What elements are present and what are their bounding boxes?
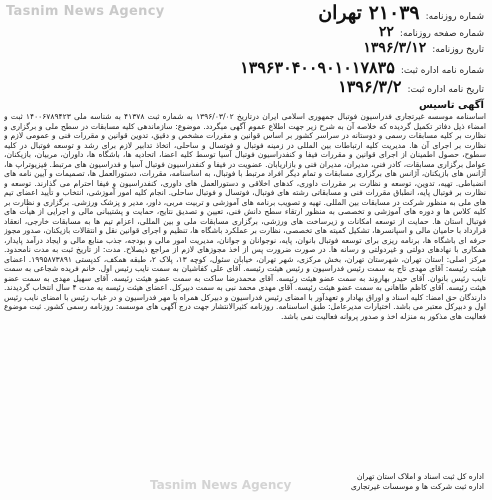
registry-letter-date-row (64, 77, 484, 96)
newspaper-date-row (234, 40, 484, 56)
newspaper-number: ۲۱۰۳۹ تهران (318, 2, 420, 24)
footer-line: اداره کل ثبت اسناد و املاک استان تهران (356, 472, 484, 481)
meta-label: شماره صفحه روزنامه: (399, 29, 484, 39)
watermark: Tasnim News Agency (6, 4, 165, 19)
footer-line: اداره ثبت شرکت ها و موسسات غیرتجاری (350, 482, 484, 491)
registry-letter-date: ۱۳۹۶/۳/۲ (338, 77, 402, 96)
registry-letter-number: ۱۳۹۶۳۰۴۰۰۹۰۱۰۱۷۸۳۵ (240, 58, 395, 77)
registry-letter-number-row (64, 58, 484, 77)
newspaper-date: ۱۳۹۶/۳/۱۲ (363, 40, 427, 56)
notice-body: اساسنامه موسسه غیرتجاری فدراسیون فوتبال جمهوری اسلامی ایران درتاریخ ۱۳۹۶/۰۳/۰۲ به شماره ثبت ۴۱۳۷۸ به شناسه ملی ۱۴۰۰۶۷۸۹۴۲۳ ثبت و امضاء ذیل دفاتر تکمیل گردیده که خلاصه آن به شرح زیر جهت اطلاع عموم آگهی میگردد. موضوع: سازماندهی کلیه مسابقات در سطح ملی و برگزاری و نظارت بر کلیه مسابقات رسمی و دوستانه در سراسر کشور بر اساس قوانین و مقررات مشخص و دقیق، تدوین قوانین و مقررات فنی و عمومی لازم و نظارت بر اجرای آن ها. مدیریت کلیه ارتباطات بین المللی در زمینه فوتبال و فوتسال و ساحلی، اتخاذ تدابیر لازم برای رشد و توسعه فوتبال در کلیه سطوح، حصول اطمینان از اجرای قوانین و مقررات فیفا و کنفدراسیون فوتبال آسیا توسط کلیه اعضا، اتحادیه ها، باشگاه ها، داوران، مربیان، بازیکنان، عوامل برگزاری مسابقات، کادر فنی، مدیران، مدیران فنی و بازاریابان. عضویت در فیفا و کنفدراسیون فوتبال آسیا و فدراسیون های مرتبط. فیزیوتراپ ها، آژانس های بازیکنان، آژانس های برگزاری مسابقات و تمام دیگر افراد مرتبط با فوتبال، به اساسنامه، مقررات، دستورالعمل ها، تصمیمات و آیین نامه های انضباطی. تهیه، تدوین، توسعه و نظارت بر مقررات داوری، کدهای اخلاقی و دستورالعمل های داوری، کنفدراسیون و فیفا احترام می گذارند. توسعه و نظارت بر فوتبال پایه، انطباق مقررات فنی و مسابقاتی رشته های فوتبال، فوتسال و فوتبال ساحلی. انجام کلیه امور آموزشی، انتخاب و تأیید اعضای تیم های ملی به منظور شرکت در مسابقات بین المللی. تهیه و تصویب برنامه های آموزشی و تربیت مربی، داور، مدیر و پزشک ورزشی. برگزاری و نظارت بر کلیه کلاس ها و دوره های آموزشی و تخصصی به منظور ارتقاء سطح دانش فنی، تعیین و تصدیق نتایج، حمایت و پشتیبانی مالی و اجرایی از هیأت های فوتبال استان ها. حمایت از توسعه امکانات و زیرساخت های ورزشی، برگزاری مسابقات ملی و بین المللی، اعزام تیم ها به مسابقات خارجی، انعقاد قرارداد با حامیان مالی و اسپانسرها، تشکیل کمیته های تخصصی، نظارت بر عملکرد باشگاه ها، تنظیم و اجرای قوانین نقل و انتقالات بازیکنان، صدور مجوز حرفه ای باشگاه ها، برنامه ریزی برای توسعه فوتبال بانوان، پایه، نوجوانان و جوانان، مدیریت امور مالی و بودجه، جذب منابع مالی و ایجاد درآمد پایدار، همکاری با نهادهای دولتی و غیردولتی و رسانه ها. در صورت ضرورت پس از اخذ مجوزهای لازم از مراجع ذیصلاح. مدت: از تاریخ ثبت به مدت نامحدود. مرکز اصلی: استان تهران، شهرستان تهران، بخش مرکزی، شهر تهران، خیابان سئول، کوچه ۱۳، پلاک ۲، طبقه همکف، کدپستی ۱۹۹۵۸۷۳۸۹۱. اعضای هیئت رئیسه: آقای مهدی تاج به سمت رئیس فدراسیون و رئیس هیئت رئیسه. آقای علی کفاشیان به سمت نایب رئیس اول. خانم فریده شجاعی به سمت نایب رئیس بانوان. آقای حیدر بهاروند به سمت عضو هیئت رئیسه. آقای محمدرضا ساکت به سمت عضو هیئت رئیسه. آقای سهیل مهدی به سمت عضو هیئت رئیسه. آقای کاظم طاهانی به سمت عضو هیئت رئیسه. آقای مهدی محمد نبی به سمت دبیرکل. اعضای هیئت رئیسه به مدت ۴ سال انتخاب گردیدند. دارندگان حق امضا: کلیه اسناد و اوراق بهادار و تعهدآور با امضای رئیس فدراسیون و دبیرکل همراه با مهر فدراسیون و در غیاب رئیس با امضای نایب رئیس اول و دبیرکل معتبر می باشد. اختیارات مدیرعامل: طبق اساسنامه. روزنامه کثیرالانتشار جهت درج آگهی های موسسه: روزنامه رسمی کشور. ثبت موضوع فعالیت های مذکور به منزله اخذ و صدور پروانه فعالیت نمی باشد. (4, 112, 486, 321)
registry-meta (64, 58, 484, 96)
page-number: ۲۲ (378, 24, 394, 40)
newspaper-number-row (234, 2, 484, 24)
meta-label: شماره نامه اداره ثبت: (400, 66, 484, 76)
meta-label: شماره روزنامه: (425, 12, 484, 22)
page-number-row (234, 24, 484, 40)
newspaper-meta (234, 2, 484, 56)
watermark-bottom: Tasnim News Agency (150, 478, 292, 492)
meta-label: تاریخ روزنامه: (432, 45, 484, 55)
meta-label: تاریخ نامه اداره ثبت: (407, 85, 484, 95)
notice-footer (351, 472, 484, 492)
notice-title: آگهی تاسیس (418, 100, 484, 111)
